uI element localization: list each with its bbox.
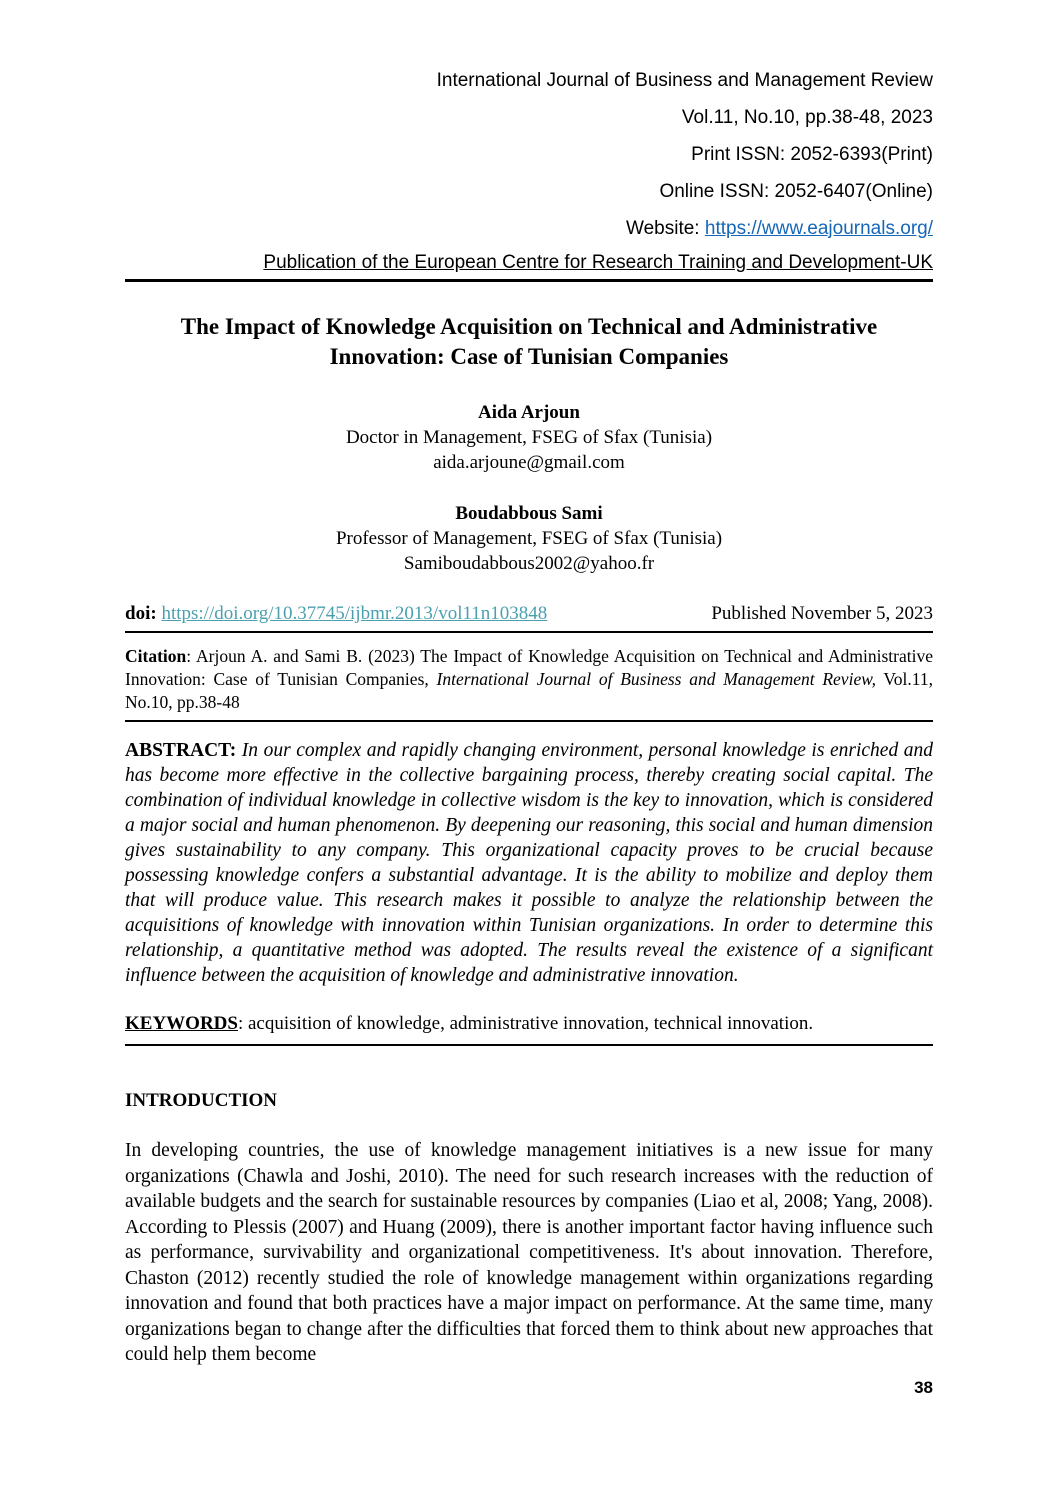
author-block-2 [125,501,933,576]
journal-print-issn: Print ISSN: 2052-6393(Print) [691,144,933,165]
citation-block [125,645,933,722]
author-1-affiliation: Doctor in Management, FSEG of Sfax (Tunisia) [345,427,713,448]
introduction-heading: INTRODUCTION [125,1090,278,1111]
published-date: Published November 5, 2023 [711,603,933,624]
abstract-text: In our complex and rapidly changing environment, personal knowledge is enriched and has become more effective in the collective bargaining process, thereby creating social capital. The combination of individual knowledge in collective wisdom is the key to innovation, which is considered a major social and human phenomenon. By deepening our reasoning, this social and human dimension gives sustainability to any company. This organizational capacity proves to be crucial because possessing knowledge confers a substantial advantage. It is the ability to mobilize and deploy them that will produce value. This research makes it possible to analyze the relationship between the acquisitions of knowledge with innovation within Tunisian organizations. In order to determine this relationship, a quantitative method was adopted. The results reveal the existence of a significant influence between the acquisition of knowledge and administrative innovation. [125,740,933,986]
author-2-email: Samiboudabbous2002@yahoo.fr [403,553,655,574]
website-link[interactable]: https://www.eajournals.org/ [704,218,933,239]
publisher-line [125,250,933,276]
author-1-email: aida.arjoune@gmail.com [433,452,625,473]
keywords-block [125,1012,933,1046]
journal-volume-info: Vol.11, No.10, pp.38-48, 2023 [681,107,933,128]
website-label: Website: [626,218,705,239]
doi-label: doi: [125,603,162,624]
citation-journal-italic: International Journal of Business and Management Review, [436,669,876,689]
keywords-label: KEYWORDS [125,1013,238,1034]
doi-row [125,602,933,633]
journal-online-issn: Online ISSN: 2052-6407(Online) [659,181,933,202]
author-block-1 [125,400,933,475]
citation-text-before: : Arjoun A. and Sami B. (2023) The Impact of Knowledge Acquisition on Technical and Administrative Innovation: Case of Tunisian Companies, [125,646,933,689]
citation-text-after: Vol.11, No.10, pp.38-48 [125,669,934,712]
author-1-name: Aida Arjoun [478,402,580,423]
abstract-label: ABSTRACT: [125,740,237,761]
doi-left [125,602,547,626]
journal-header [125,62,933,282]
citation-label: Citation [125,646,187,666]
page-number: 38 [914,1378,933,1397]
doi-link[interactable]: https://doi.org/10.37745/ijbmr.2013/vol11n103848 [161,603,548,624]
keywords-text: : acquisition of knowledge, administrative innovation, technical innovation. [237,1013,814,1034]
introduction-paragraph: In developing countries, the use of knowledge management initiatives is a new issue for many organizations (Chawla and Joshi, 2010). The need for such research increases with the reduction of available budgets and the search for sustainable resources by companies (Liao et al, 2008; Yang, 2008). According to Plessis (2007) and Huang (2009), there is another important factor having influence such as performance, survivability and organizational competitiveness. It's about innovation. Therefore, Chaston (2012) recently studied the role of knowledge management within organizations regarding innovation and found that both practices have a major impact on performance. At the same time, many organizations began to change after the difficulties that forced them to think about new approaches that could help them become [125,1140,933,1365]
journal-website-line [125,210,933,247]
publisher-text: Publication of the European Centre for Research Training and Development-UK [263,252,933,273]
abstract-block [125,738,933,988]
journal-name: International Journal of Business and Management Review [436,70,933,91]
author-2-name: Boudabbous Sami [455,503,603,524]
article-title: The Impact of Knowledge Acquisition on Technical and Administrative Innovation: Case of Tunisian Companies [180,314,878,369]
author-2-affiliation: Professor of Management, FSEG of Sfax (Tunisia) [335,528,723,549]
